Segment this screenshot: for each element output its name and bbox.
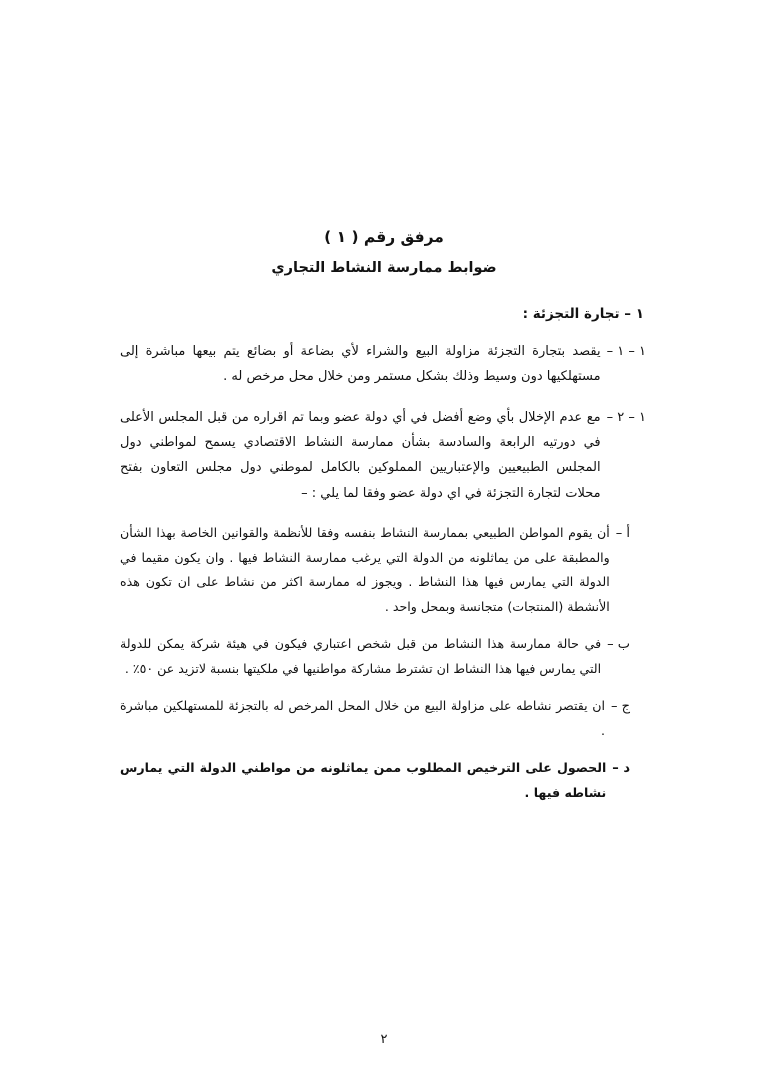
sub-clause-marker: أ –: [615, 526, 630, 542]
sub-clause-item: [120, 521, 632, 619]
sub-clause-text: في حالة ممارسة هذا النشاط من قبل شخص اعتباري فيكون في هيئة شركة يمكن للدولة التي يمارس فيها هذا النشاط ان تشترط مشاركة مواطنيها في ملكيتها بنسبة لاتزيد عن ٥٠٪ .: [120, 636, 602, 676]
clause-marker: ١ – ١ –: [606, 344, 646, 359]
sub-clause-marker: ب –: [607, 637, 630, 653]
document-subtitle: ضوابط ممارسة النشاط التجاري: [271, 260, 497, 276]
sub-clause-text: أن يقوم المواطن الطبيعي بممارسة النشاط بنفسه وفقا للأنظمة والقوانين الخاصة بهذا الشأن والمطبقة على من يماثلونه من الدولة التي يرغب ممارسة النشاط فيها . وان يكون مقيما في الدولة التي يمارس فيها هذا النشاط . ويجوز له ممارسة اكثر من نشاط على ان تكون هذه الأنشطة (المنتجات) متجانسة وبمحل واحد .: [120, 525, 610, 614]
sub-clause-item: [120, 632, 632, 681]
clause-marker: ١ – ٢ –: [606, 409, 646, 425]
sub-clause-marker: د –: [612, 761, 630, 777]
sub-clause-item: [120, 756, 632, 805]
clause-text: مع عدم الإخلال بأي وضع أفضل في أي دولة عضو وبما تم اقراره من قبل المجلس الأعلى في دورتيه الرابعة والسادسة بشأن ممارسة النشاط الاقتصادي يسمح لمواطني دول المجلس الطبيعيين والإعتباريين المملوكين بالكامل لموطني دول مجلس التعاون بفتح محلات لتجارة التجزئة في اي دولة عضو وفقا لما يلي : –: [120, 409, 601, 501]
clause-text: يقصد بتجارة التجزئة مزاولة البيع والشراء لأي بضاعة أو بضائع يتم بيعها مباشرة إلى مستهلكيها دون وسيط وذلك بشكل مستمر ومن خلال محل مرخص له .: [120, 344, 601, 385]
page-number: ٢: [380, 1032, 388, 1047]
clause-item: [120, 405, 648, 506]
clause-item: [120, 339, 648, 390]
sub-clause-marker: ج –: [610, 699, 630, 715]
document-title: مرفق رقم ( ١ ): [324, 228, 444, 246]
section-heading: ١ – تجارة التجزئة :: [522, 306, 644, 322]
sub-clause-text: ان يقتصر نشاطه على مزاولة البيع من خلال المحل المرخص له بالتجزئة للمستهلكين مباشرة .: [120, 698, 605, 738]
sub-clause-item: [120, 694, 632, 743]
sub-clause-text: الحصول على الترخيص المطلوب ممن يماثلونه من مواطني الدولة التي يمارس نشاطه فيها .: [120, 760, 607, 800]
